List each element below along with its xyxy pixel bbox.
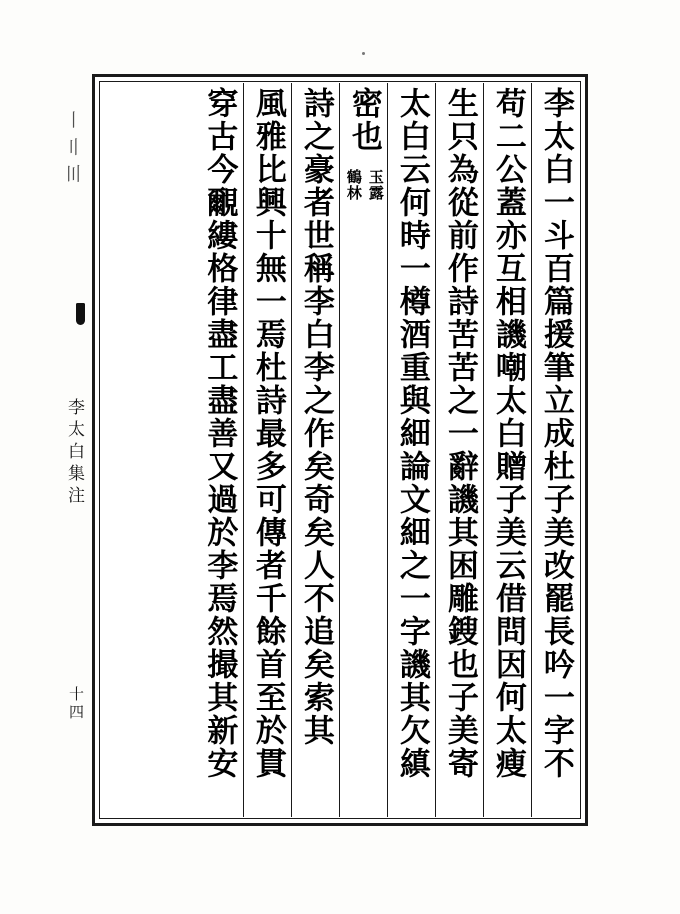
text-columns [101,83,579,817]
column-text: 生只為從前作詩苦苦之一辭譏其困雕鎪也子美寄 [441,87,478,780]
paper-speck [362,52,365,55]
column-text: 詩之豪者世稱李白李之作矣奇矣人不追矣索其 [297,87,334,747]
folio-number: 十四 [67,686,85,722]
text-column-6 [291,83,339,817]
column-text: 李太白一斗百篇援筆立成杜子美改罷長吟一字不 [537,87,574,780]
text-column-3 [435,83,483,817]
text-column-4 [387,83,435,817]
interlinear-note-right: 鶴林 [344,169,363,201]
text-column-7 [243,83,291,817]
column-text: 苟二公蓋亦互相譏嘲太白贈子美云借問因何太瘦 [489,87,526,780]
edge-tally-marks: 〡〢〣 [61,110,83,191]
column-text: 太白云何時一樽酒重與細論文細之一字譏其欠縝 [393,87,430,780]
spine-ink-mark [76,303,85,325]
spine-title: 李太白集注 [64,398,84,508]
column-text: 風雅比興十無一焉杜詩最多可傳者千餘首至於貫 [249,87,286,780]
text-column-8 [195,83,243,817]
interlinear-note [342,169,386,233]
text-block-frame [92,74,588,826]
column-text: 密也 [345,87,382,153]
text-column-1 [531,83,579,817]
interlinear-note-left: 玉露 [366,169,385,201]
column-text: 穿古今覼縷格律盡工盡善又過於李焉然撮其新安 [201,87,238,780]
text-column-2 [483,83,531,817]
text-column-5 [339,83,387,817]
